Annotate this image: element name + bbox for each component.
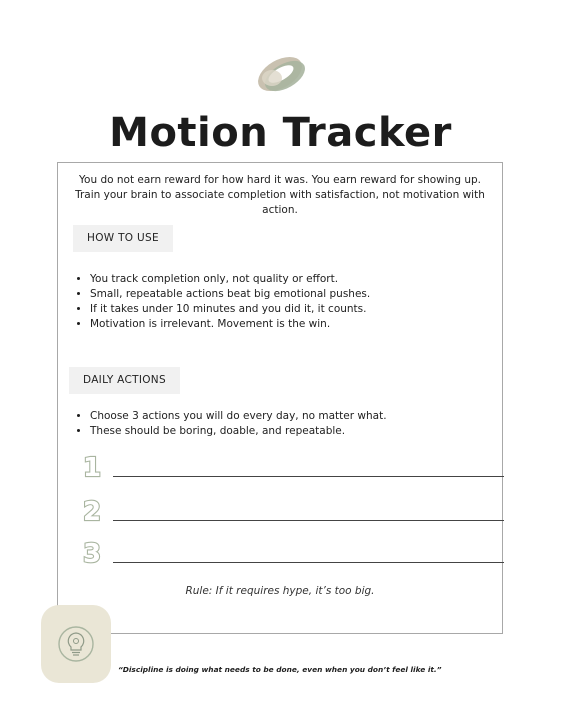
rings-logo-icon: [252, 48, 312, 98]
list-item: • These should be boring, doable, and repeatable.: [90, 424, 387, 439]
action-input-line[interactable]: [113, 476, 504, 477]
how-to-use-list: [74, 272, 370, 332]
action-row-3: [78, 537, 504, 567]
daily-actions-list: [74, 409, 387, 439]
list-item: • You track completion only, not quality or effort.: [90, 272, 370, 287]
quote-text: “Discipline is doing what needs to be done, even when you don’t feel like it.”: [118, 665, 442, 674]
page-title: Motion Tracker: [109, 110, 452, 156]
tracker-card: [57, 162, 503, 634]
daily-actions-heading: DAILY ACTIONS: [69, 367, 180, 394]
list-item: • Small, repeatable actions beat big emotional pushes.: [90, 287, 370, 302]
action-input-line[interactable]: [113, 520, 504, 521]
lightbulb-icon: [56, 624, 96, 664]
intro-line: Train your brain to associate completion with satisfaction, not motivation with action.: [75, 189, 485, 216]
svg-text:3: 3: [82, 539, 102, 567]
list-item: • Motivation is irrelevant. Movement is the win.: [90, 317, 370, 332]
action-row-1: [78, 451, 504, 481]
svg-text:1: 1: [82, 453, 102, 481]
number-1-icon: [80, 451, 104, 481]
lightbulb-badge: [41, 605, 111, 683]
svg-text:2: 2: [82, 497, 102, 525]
intro-line: You do not earn reward for how hard it was. You earn reward for showing up.: [79, 174, 481, 186]
number-2-icon: [80, 495, 104, 525]
how-to-use-heading: HOW TO USE: [73, 225, 173, 252]
intro-text: [58, 173, 502, 218]
list-item: • If it takes under 10 minutes and you did it, it counts.: [90, 302, 370, 317]
rule-text: Rule: If it requires hype, it’s too big.: [185, 585, 375, 597]
number-3-icon: [80, 537, 104, 567]
action-input-line[interactable]: [113, 562, 504, 563]
action-row-2: [78, 495, 504, 525]
list-item: • Choose 3 actions you will do every day, no matter what.: [90, 409, 387, 424]
